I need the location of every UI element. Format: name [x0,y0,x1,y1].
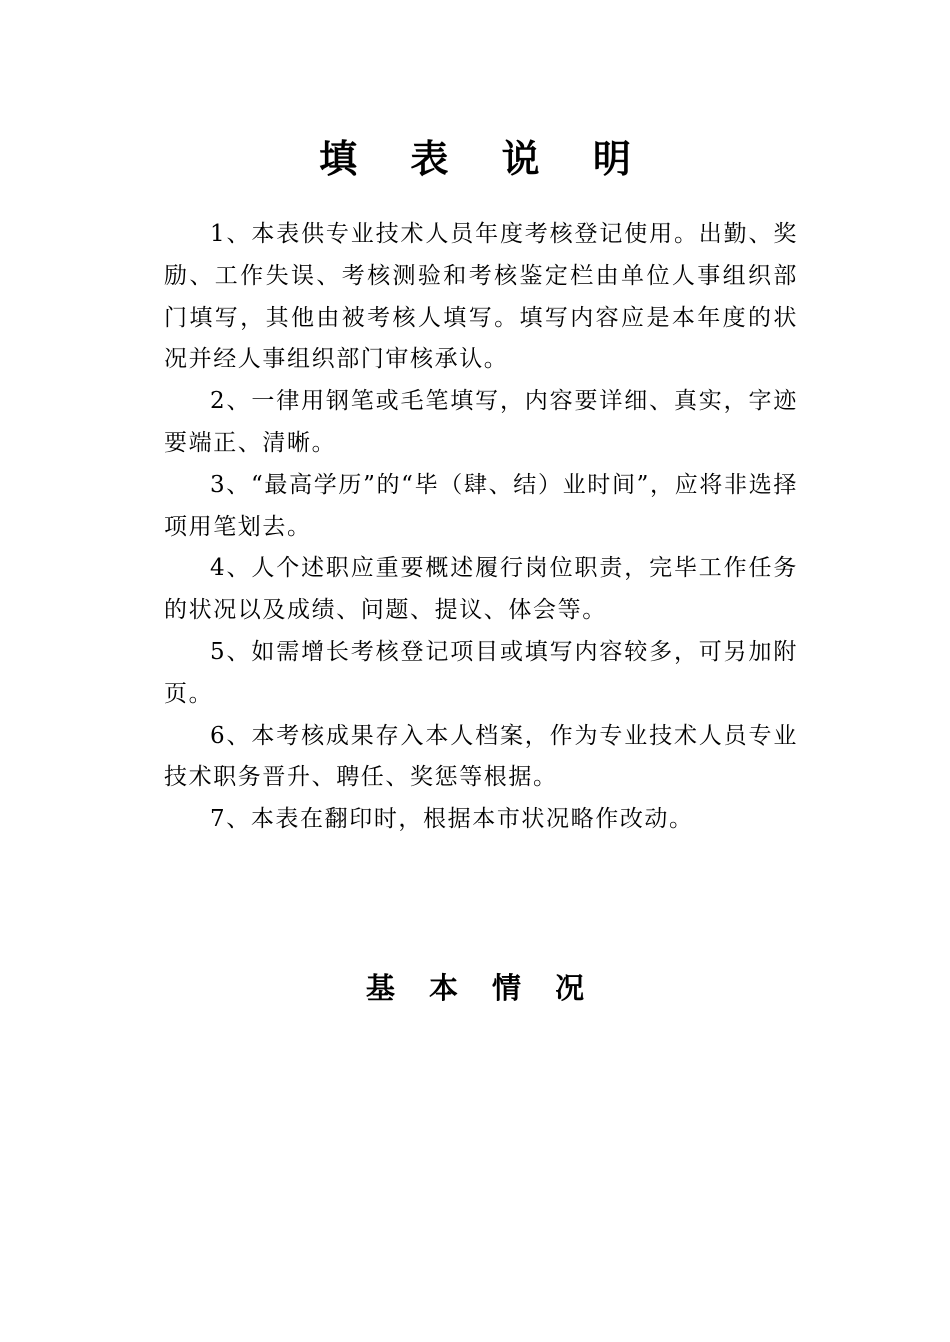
instruction-item-5: 5、如需增长考核登记项目或填写内容较多，可另加附页。 [164,638,798,707]
instruction-item-6: 6、本考核成果存入本人档案，作为专业技术人员专业技术职务晋升、聘任、奖惩等根据。 [164,722,798,791]
instruction-item-7: 7、本表在翻印时，根据本市状况略作改动。 [210,806,694,833]
page-title: 填 表 说 明 [319,136,651,181]
instruction-item-3: 3、“最高学历”的“毕（肆、结）业时间”，应将非选择项用笔划去。 [164,471,798,540]
section-title-basic-info: 基 本 情 况 [365,971,597,1005]
instruction-item-2: 2、一律用钢笔或毛笔填写，内容要详细、真实，字迹要端正、清晰。 [164,388,798,456]
instruction-item-1: 1、本表供专业技术人员年度考核登记使用。出勤、奖励、工作失误、考核测验和考核鉴定栏由单位人事组织部门填写，其他由被考核人填写。填写内容应是本年度的状况并经人事组织部门审核承认。 [164,221,798,373]
instruction-item-4: 4、人个述职应重要概述履行岗位职责，完毕工作任务的状况以及成绩、问题、提议、体会等。 [164,555,798,624]
instruction-list [164,214,798,841]
